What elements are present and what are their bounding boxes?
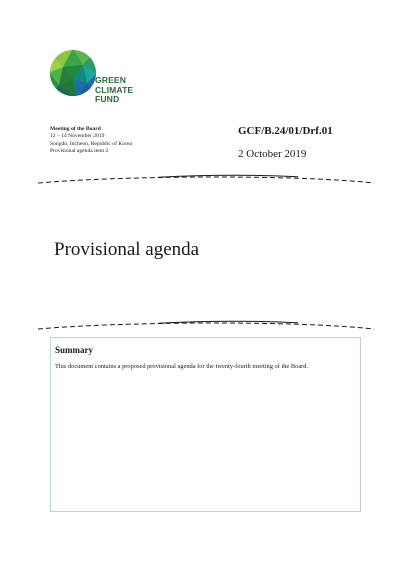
page-title: Provisional agenda [54, 239, 200, 260]
meeting-dates: 12 – 14 November 2019 [50, 133, 105, 140]
document-reference: GCF/B.24/01/Drf.01 [238, 125, 333, 137]
title-divider [38, 318, 374, 332]
summary-box [50, 337, 361, 512]
green-climate-fund-globe-icon [49, 49, 97, 97]
meeting-info [50, 126, 132, 156]
header-divider [38, 172, 374, 186]
wordmark-line-fund: FUND [95, 94, 120, 105]
wordmark-line-climate: CLIMATE [95, 84, 134, 95]
summary-text: This document contains a proposed provisional agenda for the twenty-fourth meeting of the Board. [55, 363, 309, 370]
organization-wordmark [95, 76, 133, 105]
meeting-location: Songdo, Incheon, Republic of Korea [50, 140, 133, 147]
meeting-agenda-item: Provisional agenda item 2 [50, 148, 109, 155]
meeting-title: Meeting of the Board [50, 126, 101, 132]
wordmark-line-green: GREEN [95, 75, 127, 85]
summary-heading: Summary [55, 345, 93, 355]
document-date: 2 October 2019 [238, 148, 307, 160]
